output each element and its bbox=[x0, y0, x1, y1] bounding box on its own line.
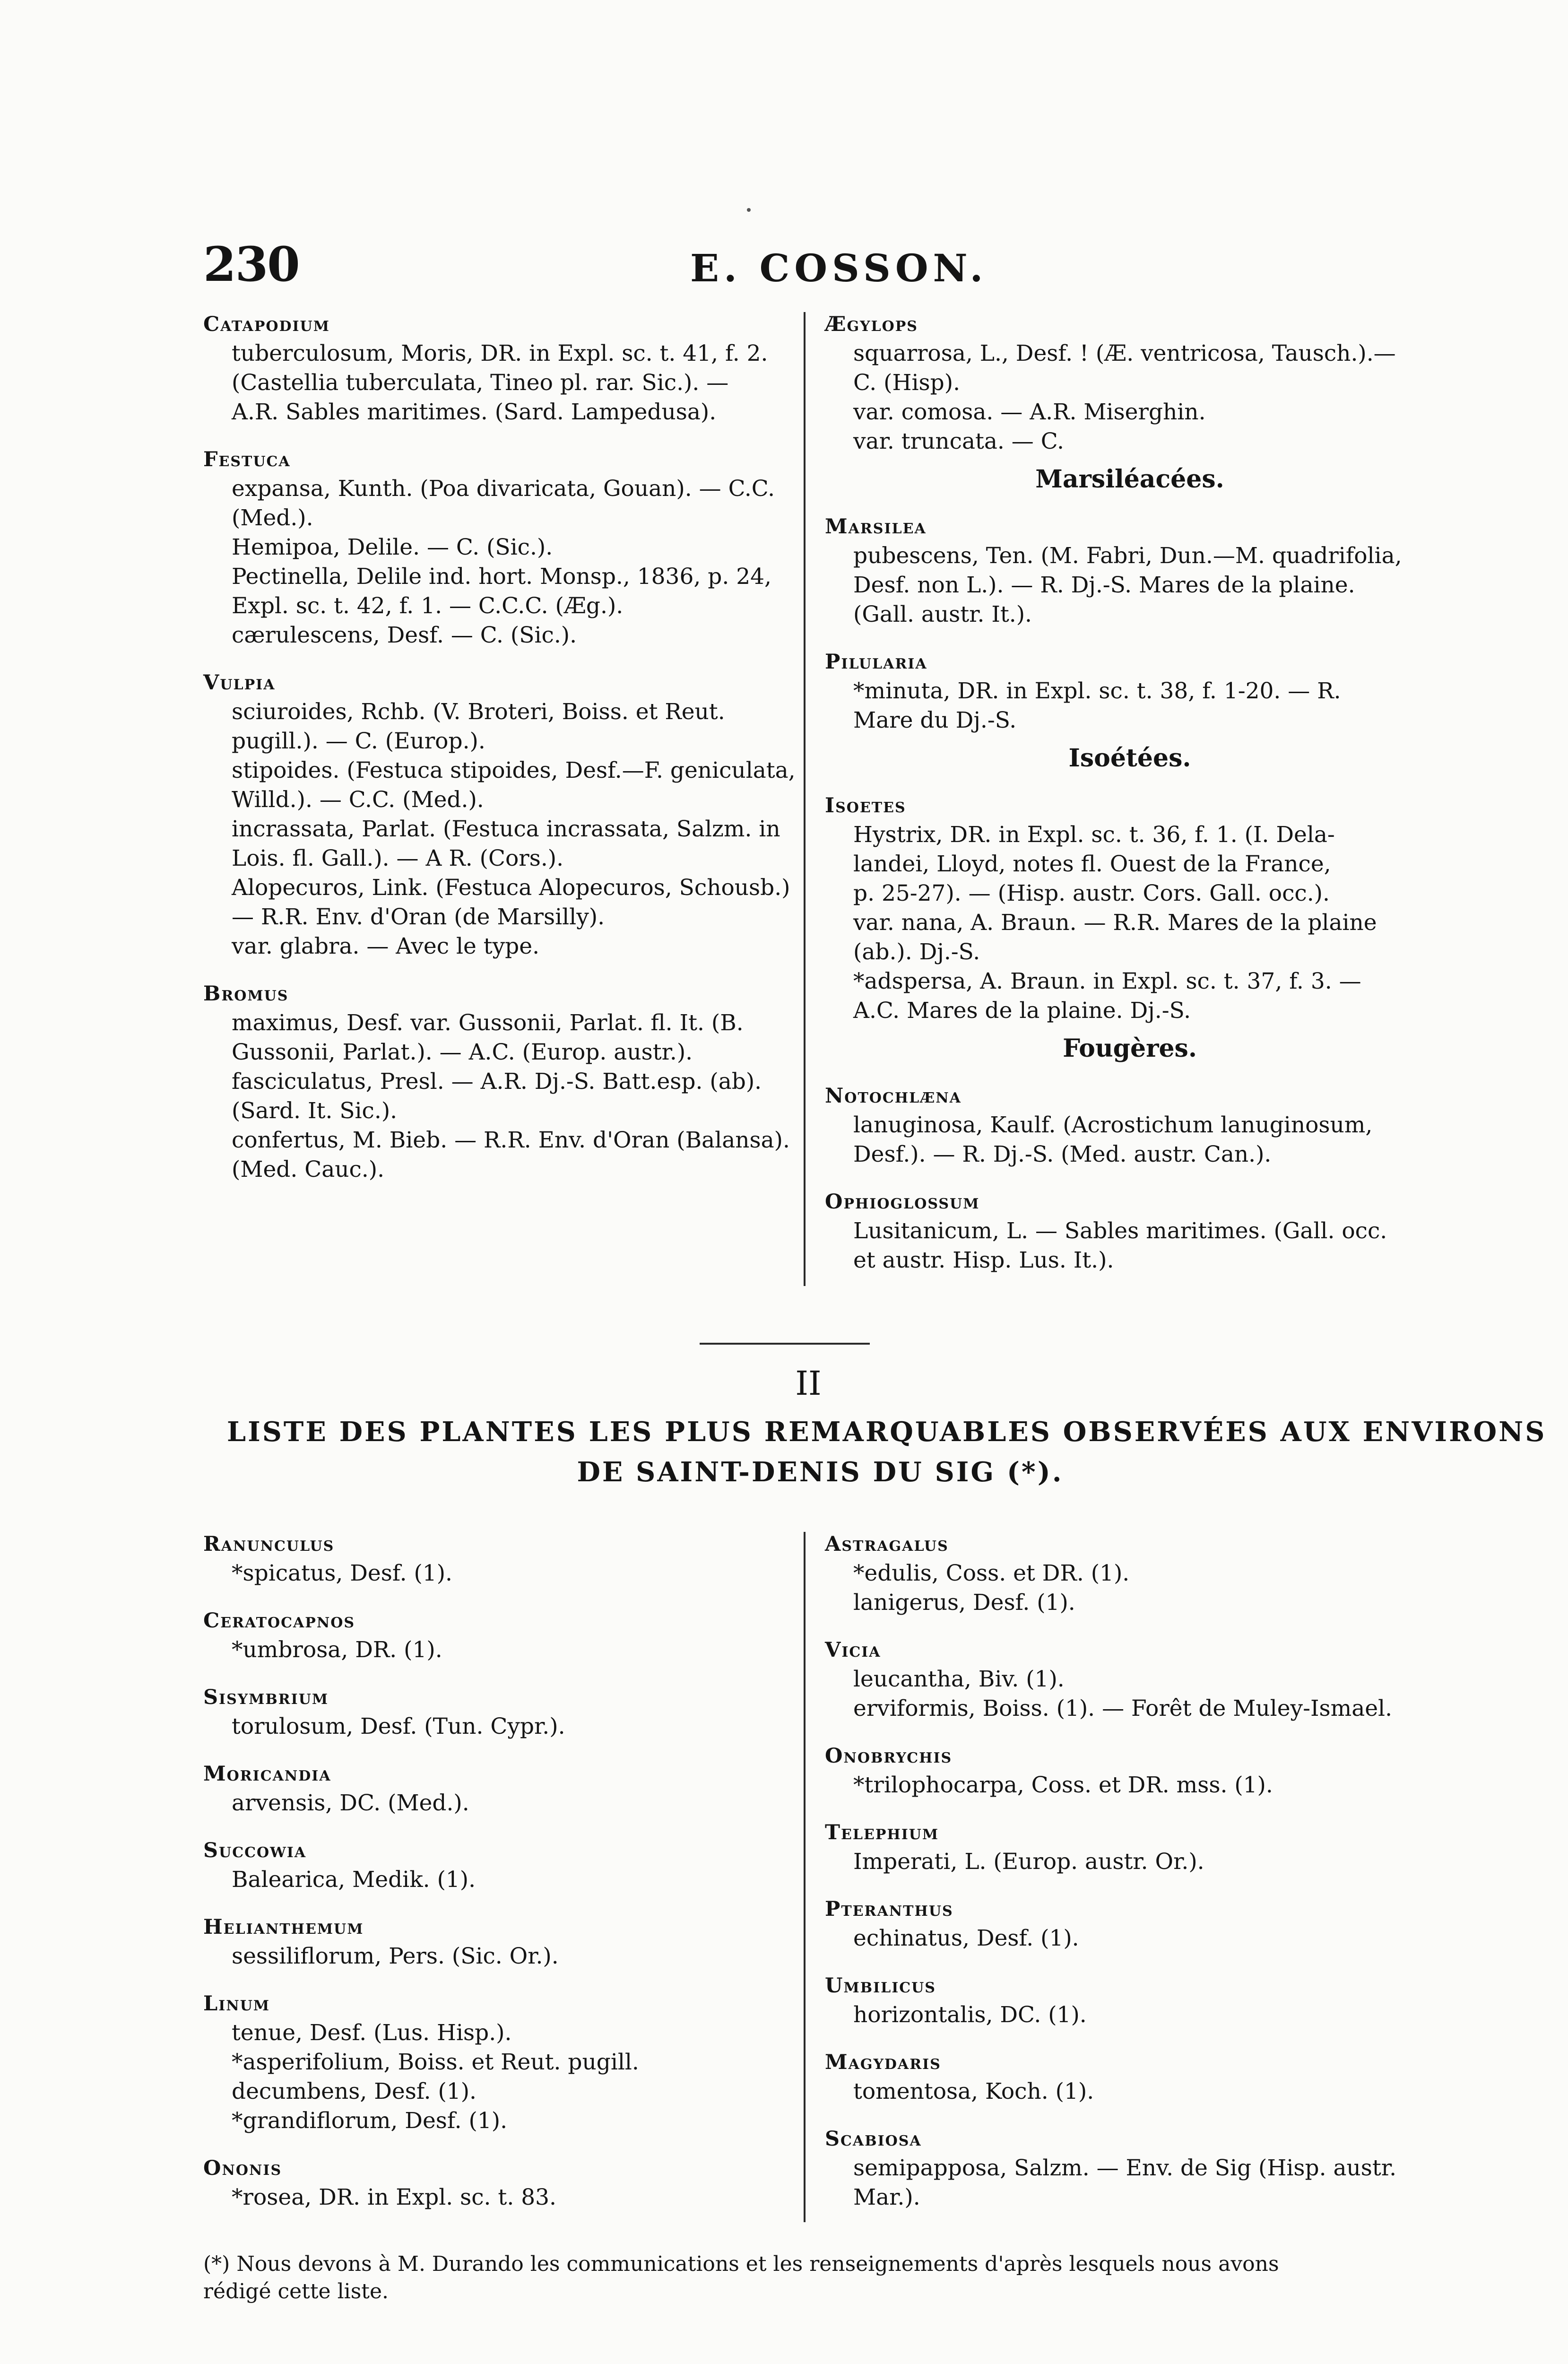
column-divider-top bbox=[804, 312, 806, 1286]
species-entry-line: Lois. fl. Gall.). — A R. (Cors.). bbox=[232, 845, 564, 871]
species-entry-line: leucantha, Biv. (1). bbox=[853, 1666, 1065, 1692]
species-entry-line: *rosea, DR. in Expl. sc. t. 83. bbox=[232, 2184, 556, 2210]
genus-heading: Pilularia bbox=[825, 650, 927, 674]
species-entry-line: — R.R. Env. d'Oran (de Marsilly). bbox=[232, 904, 605, 930]
species-entry-line: et austr. Hisp. Lus. It.). bbox=[853, 1247, 1114, 1273]
species-entry-line: var. comosa. — A.R. Miserghin. bbox=[853, 399, 1206, 425]
species-entry-line: A.C. Mares de la plaine. Dj.-S. bbox=[853, 998, 1191, 1024]
species-entry-line: pugill.). — C. (Europ.). bbox=[232, 728, 485, 754]
genus-heading: Bromus bbox=[203, 982, 289, 1006]
genus-heading: Ceratocapnos bbox=[203, 1609, 355, 1633]
section-title-line1: LISTE DES PLANTES LES PLUS REMARQUABLES OBSERVÉES AUX ENVIRONS bbox=[227, 1416, 1547, 1448]
right-column-bottom bbox=[825, 1530, 1435, 2212]
genus-heading: Notochlæna bbox=[825, 1084, 962, 1108]
species-entry-line: Alopecuros, Link. (Festuca Alopecuros, Schousb.) bbox=[232, 875, 790, 901]
genus-heading: Ranunculus bbox=[203, 1532, 335, 1556]
species-entry-line: *umbrosa, DR. (1). bbox=[232, 1637, 442, 1663]
genus-heading: Sisymbrium bbox=[203, 1686, 329, 1709]
genus-heading: Isoetes bbox=[825, 794, 906, 817]
species-entry-line: squarrosa, L., Desf. ! (Æ. ventricosa, Tausch.).— bbox=[853, 340, 1396, 366]
species-entry-line: echinatus, Desf. (1). bbox=[853, 1925, 1079, 1951]
species-entry-line: *edulis, Coss. et DR. (1). bbox=[853, 1560, 1130, 1586]
genus-heading: Ononis bbox=[203, 2156, 282, 2180]
genus-heading: Helianthemum bbox=[203, 1915, 364, 1939]
species-entry-line: (Med. Cauc.). bbox=[232, 1156, 385, 1182]
section-title-line2: DE SAINT-DENIS DU SIG (*). bbox=[577, 1456, 1064, 1488]
species-entry-line: tenue, Desf. (Lus. Hisp.). bbox=[232, 2020, 512, 2046]
genus-heading: Marsilea bbox=[825, 515, 927, 539]
species-entry-line: lanigerus, Desf. (1). bbox=[853, 1590, 1075, 1616]
species-entry-line: sciuroides, Rchb. (V. Broteri, Boiss. et Reut. bbox=[232, 699, 725, 725]
genus-heading: Telephium bbox=[825, 1821, 939, 1844]
genus-heading: Onobrychis bbox=[825, 1744, 953, 1768]
species-entry-line: Imperati, L. (Europ. austr. Or.). bbox=[853, 1849, 1204, 1875]
species-entry-line: erviformis, Boiss. (1). — Forêt de Muley-Ismael. bbox=[853, 1695, 1393, 1721]
species-entry-line: Desf.). — R. Dj.-S. (Med. austr. Can.). bbox=[853, 1141, 1272, 1167]
species-entry-line: *adspersa, A. Braun. in Expl. sc. t. 37, f. 3. — bbox=[853, 968, 1361, 994]
species-entry-line: semipapposa, Salzm. — Env. de Sig (Hisp. austr. bbox=[853, 2155, 1397, 2181]
species-entry-line: decumbens, Desf. (1). bbox=[232, 2078, 476, 2104]
species-entry-line: landei, Lloyd, notes fl. Ouest de la France, bbox=[853, 851, 1331, 877]
species-entry-line: var. truncata. — C. bbox=[853, 428, 1064, 454]
species-entry-line: (Med.). bbox=[232, 505, 313, 531]
species-entry-line: incrassata, Parlat. (Festuca incrassata, Salzm. in bbox=[232, 816, 780, 842]
left-column-top bbox=[203, 310, 796, 1184]
species-entry-line: sessiliflorum, Pers. (Sic. Or.). bbox=[232, 1943, 559, 1969]
column-divider-bottom bbox=[804, 1532, 806, 2222]
genus-heading: Moricandia bbox=[203, 1762, 331, 1786]
genus-heading: Ophioglossum bbox=[825, 1190, 980, 1214]
genus-heading: Festuca bbox=[203, 448, 291, 471]
genus-heading: Catapodium bbox=[203, 313, 330, 336]
genus-heading: Vicia bbox=[825, 1638, 881, 1662]
species-entry-line: *grandiflorum, Desf. (1). bbox=[232, 2108, 508, 2134]
footnote-line: (*) Nous devons à M. Durando les communications et les renseignements d'après lesquels nous avons bbox=[203, 2252, 1279, 2276]
species-entry-line: expansa, Kunth. (Poa divaricata, Gouan). — C.C. bbox=[232, 476, 775, 502]
species-entry-line: horizontalis, DC. (1). bbox=[853, 2002, 1087, 2028]
genus-heading: Magydaris bbox=[825, 2051, 941, 2074]
species-entry-line: fasciculatus, Presl. — A.R. Dj.-S. Batt.esp. (ab). bbox=[232, 1069, 762, 1095]
species-entry-line: arvensis, DC. (Med.). bbox=[232, 1790, 469, 1816]
species-entry-line: tuberculosum, Moris, DR. in Expl. sc. t. 41, f. 2. bbox=[232, 340, 768, 366]
species-entry-line: var. nana, A. Braun. — R.R. Mares de la plaine bbox=[853, 910, 1377, 936]
species-entry-line: (ab.). Dj.-S. bbox=[853, 939, 980, 965]
species-entry-line: var. glabra. — Avec le type. bbox=[232, 933, 540, 959]
species-entry-line: torulosum, Desf. (Tun. Cypr.). bbox=[232, 1713, 565, 1739]
species-entry-line: maximus, Desf. var. Gussonii, Parlat. fl. It. (B. bbox=[232, 1010, 744, 1036]
species-entry-line: *asperifolium, Boiss. et Reut. pugill. bbox=[232, 2049, 639, 2075]
species-entry-line: Hystrix, DR. in Expl. sc. t. 36, f. 1. (I. Dela- bbox=[853, 822, 1335, 848]
species-entry-line: Hemipoa, Delile. — C. (Sic.). bbox=[232, 534, 553, 560]
species-entry-line: (Gall. austr. It.). bbox=[853, 601, 1032, 627]
species-entry-line: cærulescens, Desf. — C. (Sic.). bbox=[232, 622, 577, 648]
genus-heading: Astragalus bbox=[825, 1532, 949, 1556]
section-numeral: II bbox=[795, 1364, 822, 1403]
species-entry-line: Expl. sc. t. 42, f. 1. — C.C.C. (Æg.). bbox=[232, 593, 624, 619]
genus-heading: Scabiosa bbox=[825, 2127, 922, 2151]
species-entry-line: tomentosa, Koch. (1). bbox=[853, 2078, 1094, 2104]
family-heading: Fougères. bbox=[1063, 1034, 1197, 1063]
species-entry-line: Mare du Dj.-S. bbox=[853, 707, 1017, 733]
species-entry-line: Mar.). bbox=[853, 2184, 920, 2210]
species-entry-line: pubescens, Ten. (M. Fabri, Dun.—M. quadrifolia, bbox=[853, 543, 1402, 569]
footnote-line: rédigé cette liste. bbox=[203, 2279, 389, 2303]
species-entry-line: Lusitanicum, L. — Sables maritimes. (Gall. occ. bbox=[853, 1218, 1387, 1244]
species-entry-line: Desf. non L.). — R. Dj.-S. Mares de la plaine. bbox=[853, 572, 1355, 598]
genus-heading: Umbilicus bbox=[825, 1974, 936, 1998]
genus-heading: Linum bbox=[203, 1992, 270, 2016]
species-entry-line: confertus, M. Bieb. — R.R. Env. d'Oran (Balansa). bbox=[232, 1127, 790, 1153]
running-head: E. COSSON. bbox=[690, 246, 988, 290]
species-entry-line: *trilophocarpa, Coss. et DR. mss. (1). bbox=[853, 1772, 1273, 1798]
family-heading: Isoétées. bbox=[1068, 744, 1191, 773]
species-entry-line: Willd.). — C.C. (Med.). bbox=[232, 787, 484, 813]
right-column-top bbox=[825, 310, 1435, 1275]
species-entry-line: *spicatus, Desf. (1). bbox=[232, 1560, 452, 1586]
genus-heading: Vulpia bbox=[203, 671, 276, 695]
species-entry-line: C. (Hisp). bbox=[853, 370, 961, 396]
species-entry-line: p. 25-27). — (Hisp. austr. Cors. Gall. occ.). bbox=[853, 880, 1330, 906]
family-heading: Marsiléacées. bbox=[1035, 465, 1224, 494]
species-entry-line: *minuta, DR. in Expl. sc. t. 38, f. 1-20. — R. bbox=[853, 678, 1341, 704]
page-number: 230 bbox=[203, 236, 299, 292]
genus-heading: Ægylops bbox=[825, 313, 918, 336]
left-column-bottom bbox=[203, 1530, 813, 2212]
genus-heading: Succowia bbox=[203, 1839, 307, 1862]
species-entry-line: Pectinella, Delile ind. hort. Monsp., 1836, p. 24, bbox=[232, 564, 771, 590]
section-rule bbox=[700, 1343, 870, 1345]
species-entry-line: (Castellia tuberculata, Tineo pl. rar. Sic.). — bbox=[232, 370, 729, 396]
species-entry-line: A.R. Sables maritimes. (Sard. Lampedusa). bbox=[232, 399, 717, 425]
footnote bbox=[203, 2251, 1432, 2305]
species-entry-line: Gussonii, Parlat.). — A.C. (Europ. austr.). bbox=[232, 1039, 693, 1065]
genus-heading: Pteranthus bbox=[825, 1897, 953, 1921]
printer-mark bbox=[747, 208, 751, 212]
species-entry-line: (Sard. It. Sic.). bbox=[232, 1098, 398, 1124]
species-entry-line: Balearica, Medik. (1). bbox=[232, 1867, 476, 1893]
species-entry-line: stipoides. (Festuca stipoides, Desf.—F. geniculata, bbox=[232, 757, 796, 783]
species-entry-line: lanuginosa, Kaulf. (Acrostichum lanuginosum, bbox=[853, 1112, 1373, 1138]
